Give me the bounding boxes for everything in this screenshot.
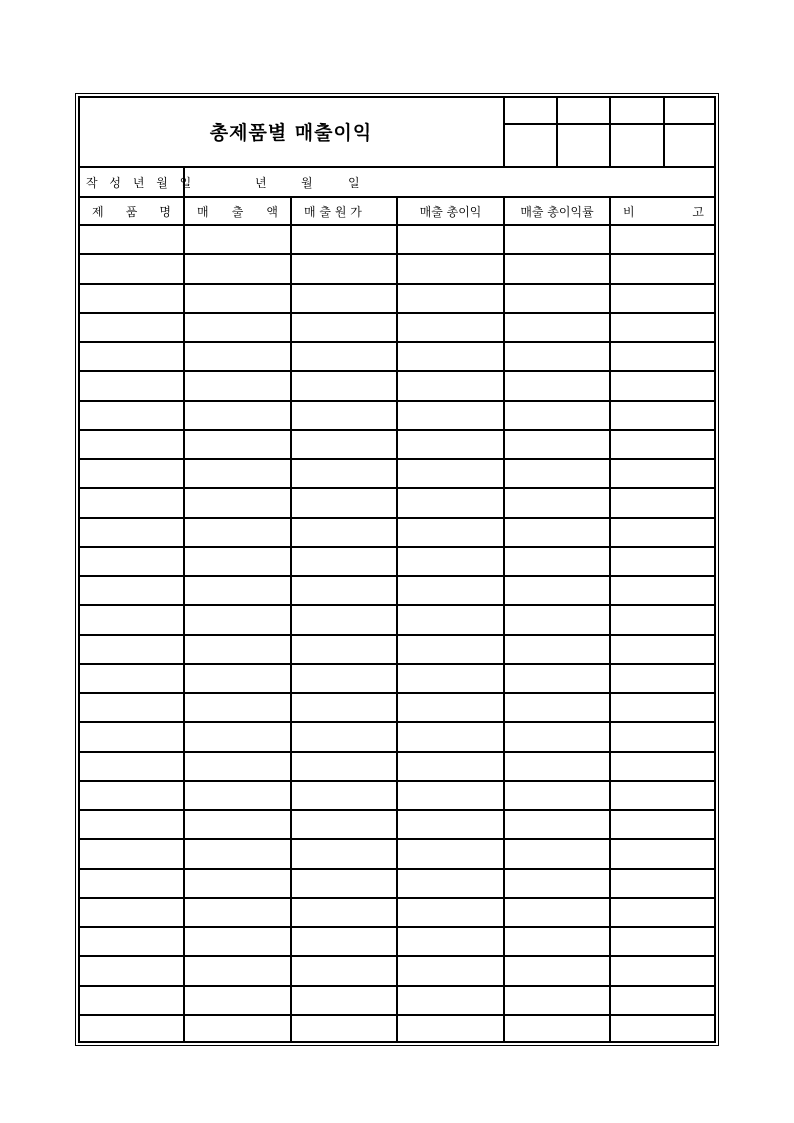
table-cell[interactable] xyxy=(611,285,716,312)
table-cell[interactable] xyxy=(185,723,290,750)
table-cell[interactable] xyxy=(398,957,503,984)
approval-cell[interactable] xyxy=(558,98,609,123)
table-cell[interactable] xyxy=(398,899,503,926)
table-cell[interactable] xyxy=(292,255,396,282)
table-cell[interactable] xyxy=(611,226,716,253)
table-cell[interactable] xyxy=(80,402,183,429)
table-cell[interactable] xyxy=(611,372,716,399)
table-cell[interactable] xyxy=(611,957,716,984)
table-cell[interactable] xyxy=(292,402,396,429)
table-cell[interactable] xyxy=(398,431,503,458)
column-header: 매출 총이익률 xyxy=(520,204,594,219)
column-header: 매 출 액 xyxy=(197,204,278,219)
table-cell[interactable] xyxy=(80,928,183,955)
table-cell[interactable] xyxy=(398,460,503,487)
signature-cell[interactable] xyxy=(665,125,715,166)
table-cell[interactable] xyxy=(292,372,396,399)
table-cell[interactable] xyxy=(398,811,503,838)
table-cell[interactable] xyxy=(398,665,503,692)
table-cell[interactable] xyxy=(398,285,503,312)
table-cell[interactable] xyxy=(185,255,290,282)
table-cell[interactable] xyxy=(611,343,716,370)
table-cell[interactable] xyxy=(505,782,609,809)
table-cell[interactable] xyxy=(611,431,716,458)
table-cell[interactable] xyxy=(505,665,609,692)
table-cell[interactable] xyxy=(398,577,503,604)
table-cell[interactable] xyxy=(398,314,503,341)
table-cell[interactable] xyxy=(505,577,609,604)
table-cell[interactable] xyxy=(398,226,503,253)
table-cell[interactable] xyxy=(185,577,290,604)
table-cell[interactable] xyxy=(292,899,396,926)
table-cell[interactable] xyxy=(505,314,609,341)
table-cell[interactable] xyxy=(611,314,716,341)
table-cell[interactable] xyxy=(611,782,716,809)
table-cell[interactable] xyxy=(292,519,396,546)
table-cell[interactable] xyxy=(505,753,609,780)
table-cell[interactable] xyxy=(80,343,183,370)
month-label: 월 xyxy=(301,175,313,190)
table-cell[interactable] xyxy=(398,840,503,867)
table-cell[interactable] xyxy=(185,431,290,458)
table-cell[interactable] xyxy=(611,811,716,838)
table-cell[interactable] xyxy=(80,723,183,750)
table-cell[interactable] xyxy=(292,811,396,838)
table-cell[interactable] xyxy=(505,255,609,282)
table-cell[interactable] xyxy=(505,957,609,984)
table-cell[interactable] xyxy=(398,606,503,633)
table-cell[interactable] xyxy=(505,870,609,897)
table-cell[interactable] xyxy=(611,665,716,692)
table-cell[interactable] xyxy=(398,636,503,663)
table-cell[interactable] xyxy=(185,1016,290,1043)
table-cell[interactable] xyxy=(611,548,716,575)
table-cell[interactable] xyxy=(505,548,609,575)
table-cell[interactable] xyxy=(398,870,503,897)
table-cell[interactable] xyxy=(80,1016,183,1043)
table-cell[interactable] xyxy=(398,928,503,955)
signature-cell[interactable] xyxy=(611,125,663,166)
table-cell[interactable] xyxy=(611,460,716,487)
table-cell[interactable] xyxy=(505,343,609,370)
table-cell[interactable] xyxy=(292,723,396,750)
table-cell[interactable] xyxy=(292,489,396,516)
table-cell[interactable] xyxy=(80,870,183,897)
table-cell[interactable] xyxy=(292,782,396,809)
table-cell[interactable] xyxy=(505,987,609,1014)
table-cell[interactable] xyxy=(80,811,183,838)
table-cell[interactable] xyxy=(398,987,503,1014)
table-cell[interactable] xyxy=(185,548,290,575)
table-cell[interactable] xyxy=(505,431,609,458)
table-cell[interactable] xyxy=(185,285,290,312)
table-cell[interactable] xyxy=(611,694,716,721)
table-cell[interactable] xyxy=(185,460,290,487)
table-cell[interactable] xyxy=(398,723,503,750)
year-label: 년 xyxy=(255,175,267,190)
table-cell[interactable] xyxy=(398,1016,503,1043)
table-cell[interactable] xyxy=(398,548,503,575)
table-cell[interactable] xyxy=(292,606,396,633)
table-cell[interactable] xyxy=(398,753,503,780)
table-cell[interactable] xyxy=(611,577,716,604)
table-cell[interactable] xyxy=(398,519,503,546)
date-label-text: 작 성 년 월 일 xyxy=(86,175,196,190)
table-cell[interactable] xyxy=(611,723,716,750)
table-cell[interactable] xyxy=(292,343,396,370)
table-cell[interactable] xyxy=(185,606,290,633)
table-cell[interactable] xyxy=(80,957,183,984)
table-cell[interactable] xyxy=(292,636,396,663)
table-cell[interactable] xyxy=(80,372,183,399)
table-cell[interactable] xyxy=(292,548,396,575)
table-cell[interactable] xyxy=(505,723,609,750)
table-cell[interactable] xyxy=(505,402,609,429)
table-cell[interactable] xyxy=(185,402,290,429)
table-cell[interactable] xyxy=(185,636,290,663)
table-cell[interactable] xyxy=(80,255,183,282)
table-cell[interactable] xyxy=(292,987,396,1014)
table-cell[interactable] xyxy=(611,840,716,867)
table-cell[interactable] xyxy=(611,899,716,926)
table-cell[interactable] xyxy=(80,606,183,633)
table-cell[interactable] xyxy=(611,987,716,1014)
table-cell[interactable] xyxy=(292,665,396,692)
table-cell[interactable] xyxy=(185,957,290,984)
table-cell[interactable] xyxy=(292,314,396,341)
table-cell[interactable] xyxy=(505,899,609,926)
table-cell[interactable] xyxy=(505,1016,609,1043)
table-cell[interactable] xyxy=(505,460,609,487)
table-cell[interactable] xyxy=(292,577,396,604)
table-cell[interactable] xyxy=(185,314,290,341)
table-cell[interactable] xyxy=(398,489,503,516)
table-cell[interactable] xyxy=(292,840,396,867)
table-cell[interactable] xyxy=(80,519,183,546)
table-cell[interactable] xyxy=(505,489,609,516)
table-cell[interactable] xyxy=(292,753,396,780)
table-cell[interactable] xyxy=(185,899,290,926)
table-cell[interactable] xyxy=(80,782,183,809)
table-cell[interactable] xyxy=(611,928,716,955)
column-header: 비 고 xyxy=(623,204,704,219)
table-cell[interactable] xyxy=(80,694,183,721)
table-cell[interactable] xyxy=(292,226,396,253)
table-cell[interactable] xyxy=(80,548,183,575)
table-cell[interactable] xyxy=(185,694,290,721)
table-cell[interactable] xyxy=(80,987,183,1014)
table-cell[interactable] xyxy=(611,1016,716,1043)
table-cell[interactable] xyxy=(80,314,183,341)
date-label xyxy=(80,168,195,196)
table-cell[interactable] xyxy=(292,957,396,984)
table-cell[interactable] xyxy=(185,928,290,955)
table-cell[interactable] xyxy=(611,870,716,897)
table-cell[interactable] xyxy=(505,519,609,546)
column-header: 매 출 원 가 xyxy=(304,204,362,219)
table-cell[interactable] xyxy=(185,489,290,516)
table-cell[interactable] xyxy=(80,753,183,780)
table-cell[interactable] xyxy=(185,753,290,780)
table-cell[interactable] xyxy=(185,811,290,838)
column-header: 제 품 명 xyxy=(92,204,171,219)
table-cell[interactable] xyxy=(292,928,396,955)
table-cell[interactable] xyxy=(185,782,290,809)
table-cell[interactable] xyxy=(398,782,503,809)
table-cell[interactable] xyxy=(505,840,609,867)
table-cell[interactable] xyxy=(505,606,609,633)
table-cell[interactable] xyxy=(185,343,290,370)
table-cell[interactable] xyxy=(185,840,290,867)
signature-cell[interactable] xyxy=(558,125,609,166)
table-cell[interactable] xyxy=(80,577,183,604)
table-cell[interactable] xyxy=(398,372,503,399)
day-label: 일 xyxy=(348,175,360,190)
date-field[interactable] xyxy=(185,168,715,196)
table-cell[interactable] xyxy=(505,372,609,399)
column-header: 매출 총이익 xyxy=(419,204,482,219)
table-cell[interactable] xyxy=(185,870,290,897)
approval-cell[interactable] xyxy=(505,98,556,123)
table-cell[interactable] xyxy=(505,928,609,955)
table-cell[interactable] xyxy=(398,255,503,282)
table-cell[interactable] xyxy=(611,255,716,282)
table-cell[interactable] xyxy=(80,431,183,458)
table-cell[interactable] xyxy=(611,753,716,780)
form-title: 총제품별 매출이익 xyxy=(209,122,373,144)
table-cell[interactable] xyxy=(398,343,503,370)
table-cell[interactable] xyxy=(185,519,290,546)
table-cell[interactable] xyxy=(611,606,716,633)
approval-cell[interactable] xyxy=(611,98,663,123)
table-cell[interactable] xyxy=(80,840,183,867)
table-cell[interactable] xyxy=(292,460,396,487)
table-cell[interactable] xyxy=(611,489,716,516)
table-cell[interactable] xyxy=(185,987,290,1014)
table-cell[interactable] xyxy=(292,1016,396,1043)
table-cell[interactable] xyxy=(505,694,609,721)
table-cell[interactable] xyxy=(398,402,503,429)
table-cell[interactable] xyxy=(80,489,183,516)
table-cell[interactable] xyxy=(80,636,183,663)
table-cell[interactable] xyxy=(505,285,609,312)
table-cell[interactable] xyxy=(398,694,503,721)
table-cell[interactable] xyxy=(80,460,183,487)
table-cell[interactable] xyxy=(80,899,183,926)
approval-cell[interactable] xyxy=(665,98,715,123)
table-cell[interactable] xyxy=(185,665,290,692)
table-cell[interactable] xyxy=(292,870,396,897)
table-cell[interactable] xyxy=(505,226,609,253)
table-cell[interactable] xyxy=(185,226,290,253)
table-cell[interactable] xyxy=(80,226,183,253)
table-cell[interactable] xyxy=(505,636,609,663)
table-cell[interactable] xyxy=(185,372,290,399)
table-cell[interactable] xyxy=(611,636,716,663)
table-cell[interactable] xyxy=(80,285,183,312)
table-cell[interactable] xyxy=(611,519,716,546)
table-cell[interactable] xyxy=(611,402,716,429)
signature-cell[interactable] xyxy=(505,125,556,166)
table-cell[interactable] xyxy=(505,811,609,838)
table-cell[interactable] xyxy=(292,694,396,721)
table-cell[interactable] xyxy=(292,285,396,312)
table-cell[interactable] xyxy=(292,431,396,458)
table-cell[interactable] xyxy=(80,665,183,692)
